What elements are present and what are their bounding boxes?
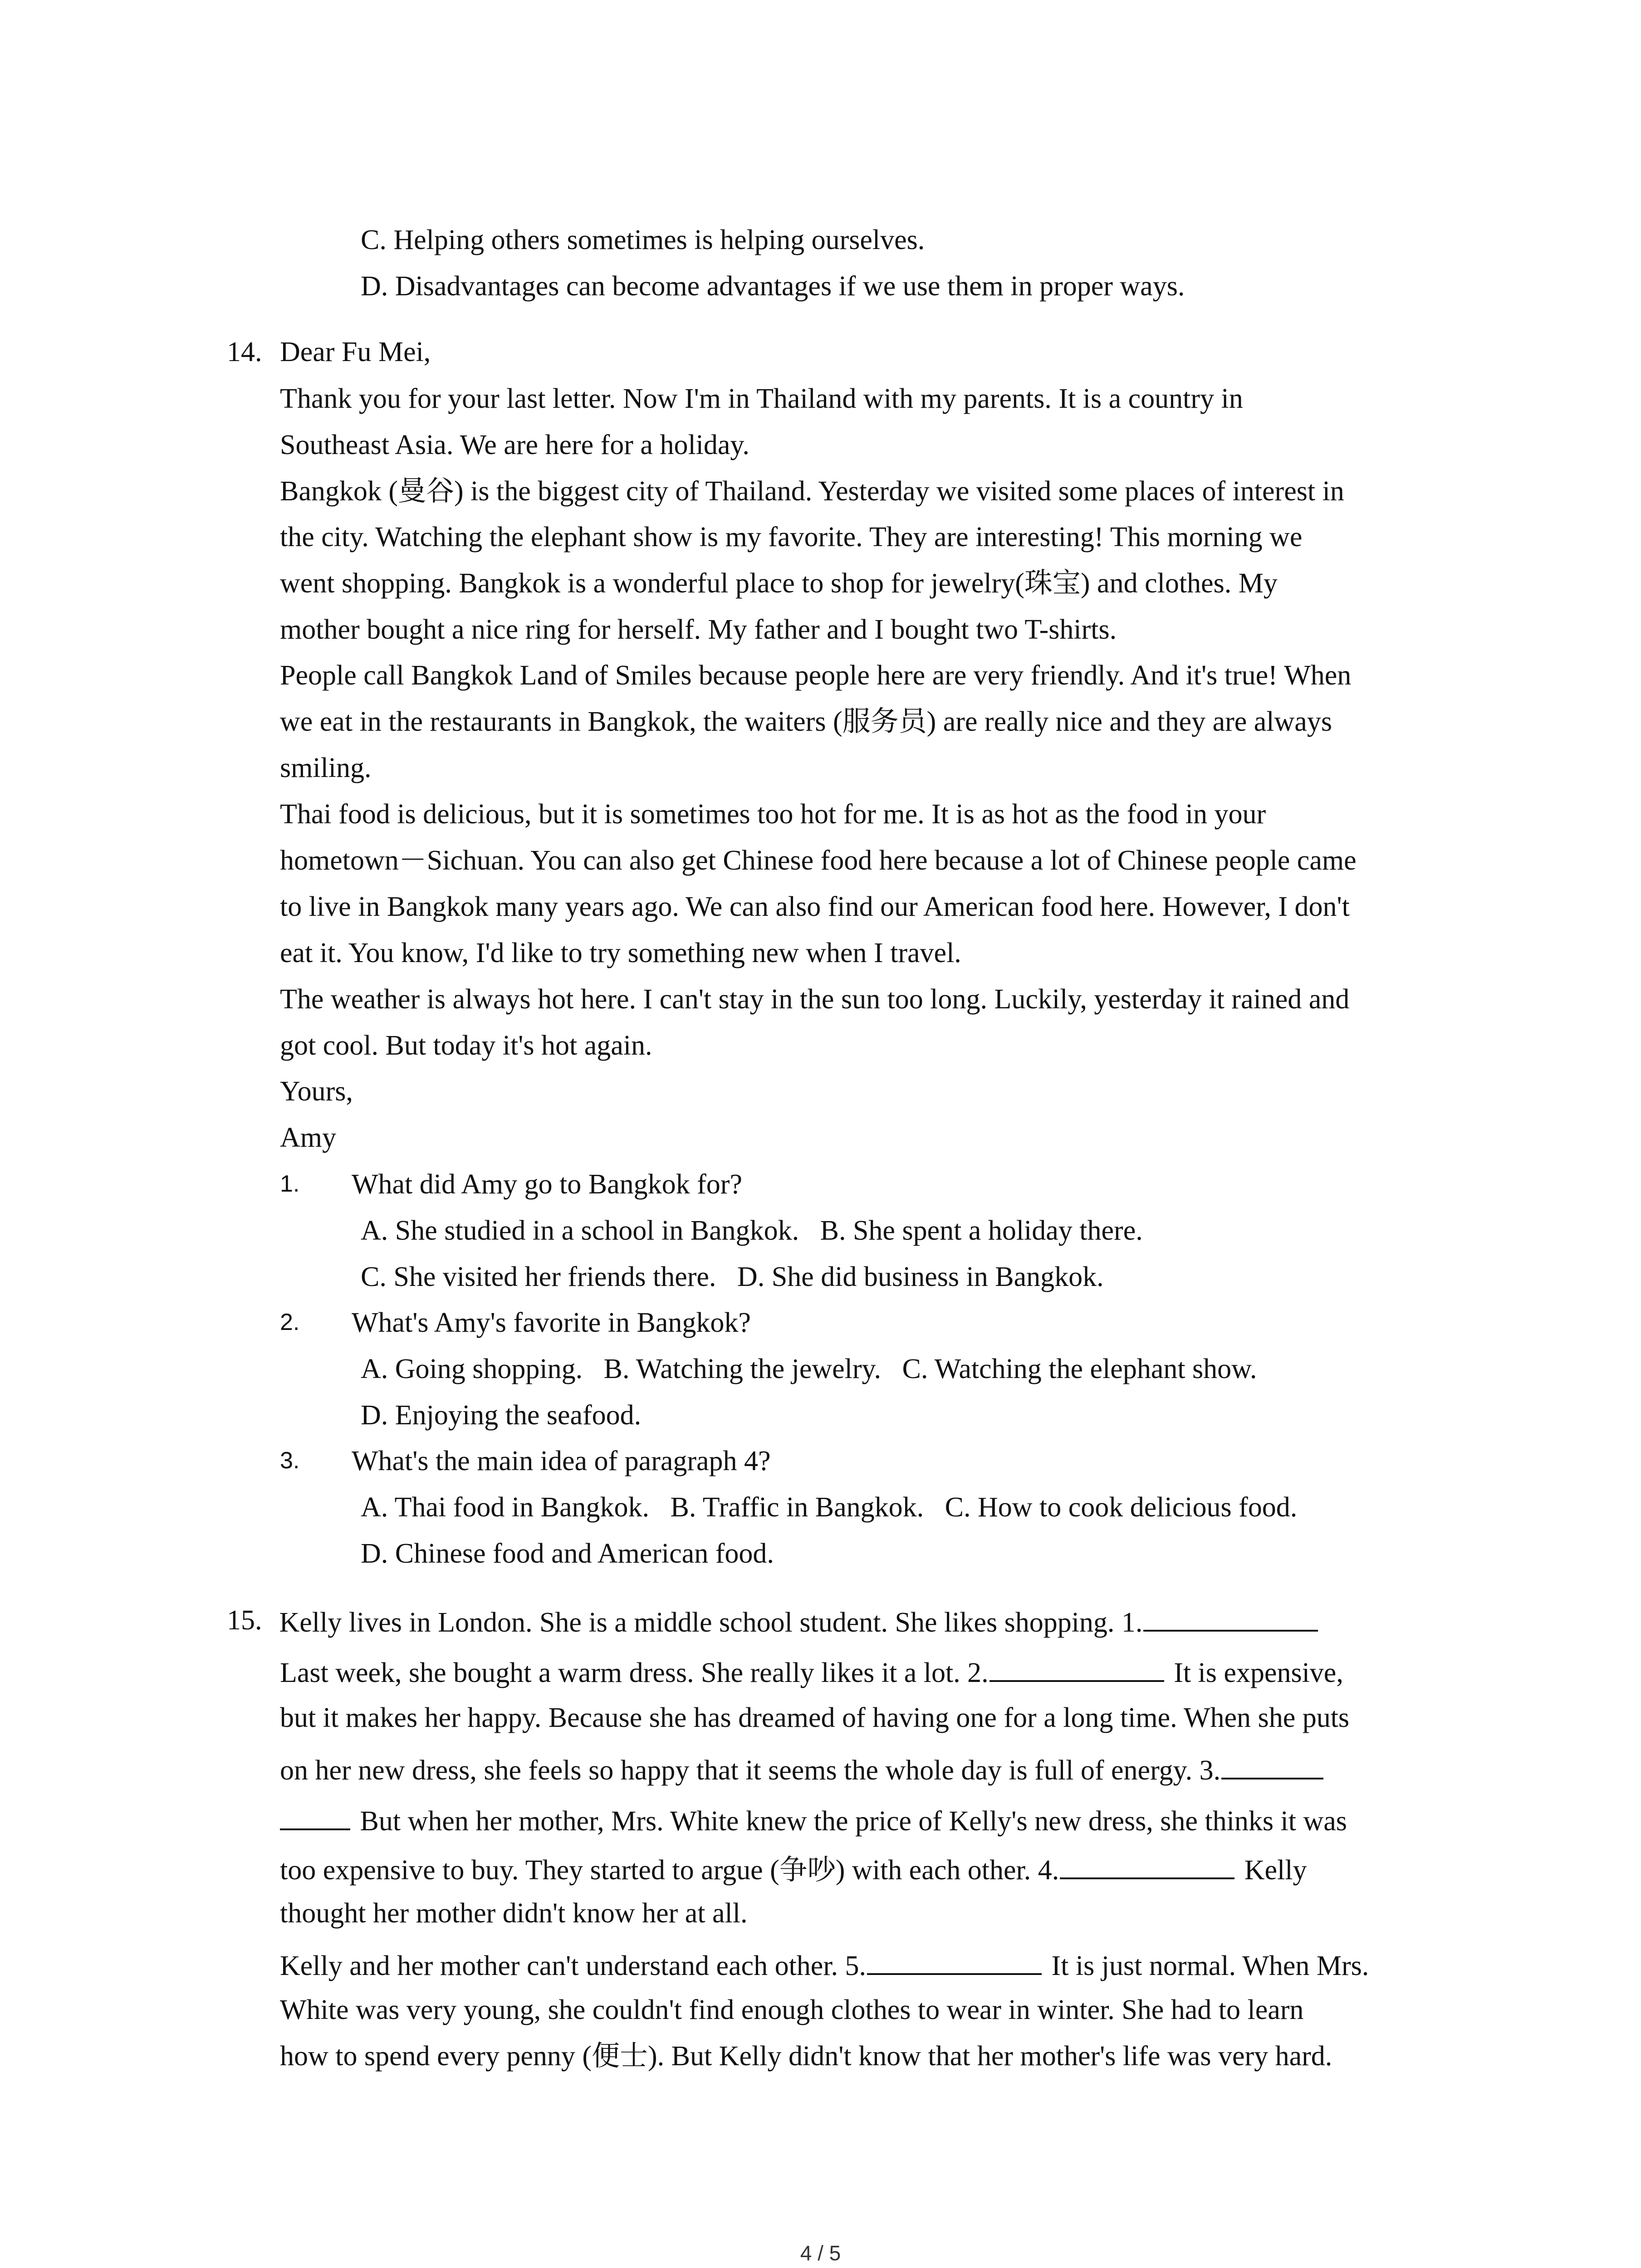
letter-line: Dear Fu Mei, (280, 337, 431, 367)
letter-line: Bangkok (曼谷) is the biggest city of Thailand. Yesterday we visited some places of interest in (280, 476, 1344, 507)
q15-text: It is expensive, (1166, 1657, 1343, 1688)
letter-line: Thai food is delicious, but it is sometimes too hot for me. It is as hot as the food in your (280, 799, 1266, 830)
subquestion-option: D. Enjoying the seafood. (361, 1400, 642, 1431)
q15-text: Kelly lives in London. She is a middle school student. She likes shopping. 1. (272, 1607, 1143, 1638)
q15-text: Kelly and her mother can't understand each other. 5. (280, 1950, 867, 1981)
answer-blank-4[interactable] (1060, 1854, 1234, 1879)
q14-number: 14. (227, 337, 262, 367)
subquestion-number: 2. (280, 1309, 300, 1335)
q15-line: but it makes her happy. Because she has dreamed of having one for a long time. When she puts (280, 1702, 1350, 1733)
q15-number: 15. (227, 1605, 262, 1636)
answer-blank-5[interactable] (867, 1950, 1042, 1975)
q15-line (280, 1854, 1307, 1884)
q15-text: on her new dress, she feels so happy that it seems the whole day is full of energy. 3. (280, 1755, 1221, 1786)
letter-line: to live in Bangkok many years ago. We can also find our American food here. However, I don't (280, 891, 1350, 922)
q15-line: how to spend every penny (便士). But Kelly didn't know that her mother's life was very hard. (280, 2041, 1332, 2072)
q15-line (280, 1657, 1343, 1687)
letter-line: eat it. You know, I'd like to try something new when I travel. (280, 938, 961, 968)
letter-line: we eat in the restaurants in Bangkok, the waiters (服务员) are really nice and they are always (280, 706, 1332, 737)
q15-line: thought her mother didn't know her at all. (280, 1898, 748, 1929)
q13-option-c: C. Helping others sometimes is helping ourselves. (361, 225, 925, 255)
subquestion-stem: What did Amy go to Bangkok for? (352, 1169, 742, 1200)
q15-text: Last week, she bought a warm dress. She really likes it a lot. 2. (280, 1657, 989, 1688)
letter-line: hometown－Sichuan. You can also get Chinese food here because a lot of Chinese people came (280, 845, 1357, 876)
subquestion-stem: What's Amy's favorite in Bangkok? (352, 1307, 751, 1338)
q15-line: White was very young, she couldn't find enough clothes to wear in winter. She had to learn (280, 1994, 1304, 2025)
letter-line: the city. Watching the elephant show is my favorite. They are interesting! This morning we (280, 522, 1303, 552)
subquestion-number: 3. (280, 1447, 300, 1474)
letter-line: went shopping. Bangkok is a wonderful place to shop for jewelry(珠宝) and clothes. My (280, 568, 1278, 599)
subquestion-option: A. Thai food in Bangkok. B. Traffic in Bangkok. C. How to cook delicious food. (361, 1492, 1298, 1523)
letter-line: Yours, (280, 1076, 353, 1107)
q15-text: But when her mother, Mrs. White knew the price of Kelly's new dress, she thinks it was (353, 1806, 1347, 1837)
answer-blank-1[interactable] (1143, 1606, 1318, 1632)
q15-text: Kelly (1237, 1855, 1307, 1886)
q15-line (280, 1754, 1326, 1784)
letter-line: Amy (280, 1122, 336, 1153)
q15-text: too expensive to buy. They started to argue (争吵) with each other. 4. (280, 1855, 1059, 1886)
q15-line (280, 1805, 1347, 1835)
letter-line: The weather is always hot here. I can't stay in the sun too long. Luckily, yesterday it rained and (280, 984, 1350, 1015)
q15-line (272, 1606, 1321, 1637)
letter-line: People call Bangkok Land of Smiles because people here are very friendly. And it's true! When (280, 660, 1352, 691)
subquestion-option: C. She visited her friends there. D. She did business in Bangkok. (361, 1261, 1104, 1292)
q15-line (280, 1950, 1369, 1980)
answer-blank-3[interactable] (1221, 1754, 1323, 1779)
letter-line: got cool. But today it's hot again. (280, 1030, 652, 1061)
q15-text: It is just normal. When Mrs. (1044, 1950, 1369, 1981)
letter-line: Southeast Asia. We are here for a holiday. (280, 430, 749, 460)
subquestion-stem: What's the main idea of paragraph 4? (352, 1446, 771, 1476)
letter-line: smiling. (280, 753, 372, 783)
subquestion-option: D. Chinese food and American food. (361, 1538, 774, 1569)
answer-blank-3-continued[interactable] (280, 1805, 350, 1830)
subquestion-option: A. She studied in a school in Bangkok. B. She spent a holiday there. (361, 1215, 1143, 1246)
answer-blank-2[interactable] (989, 1657, 1164, 1682)
page-indicator: 4 / 5 (800, 2241, 841, 2265)
letter-line: mother bought a nice ring for herself. My father and I bought two T-shirts. (280, 614, 1117, 645)
q13-option-d: D. Disadvantages can become advantages if we use them in proper ways. (361, 271, 1185, 302)
subquestion-number: 1. (280, 1171, 300, 1197)
letter-line: Thank you for your last letter. Now I'm in Thailand with my parents. It is a country in (280, 383, 1243, 414)
subquestion-option: A. Going shopping. B. Watching the jewelry. C. Watching the elephant show. (361, 1354, 1257, 1384)
